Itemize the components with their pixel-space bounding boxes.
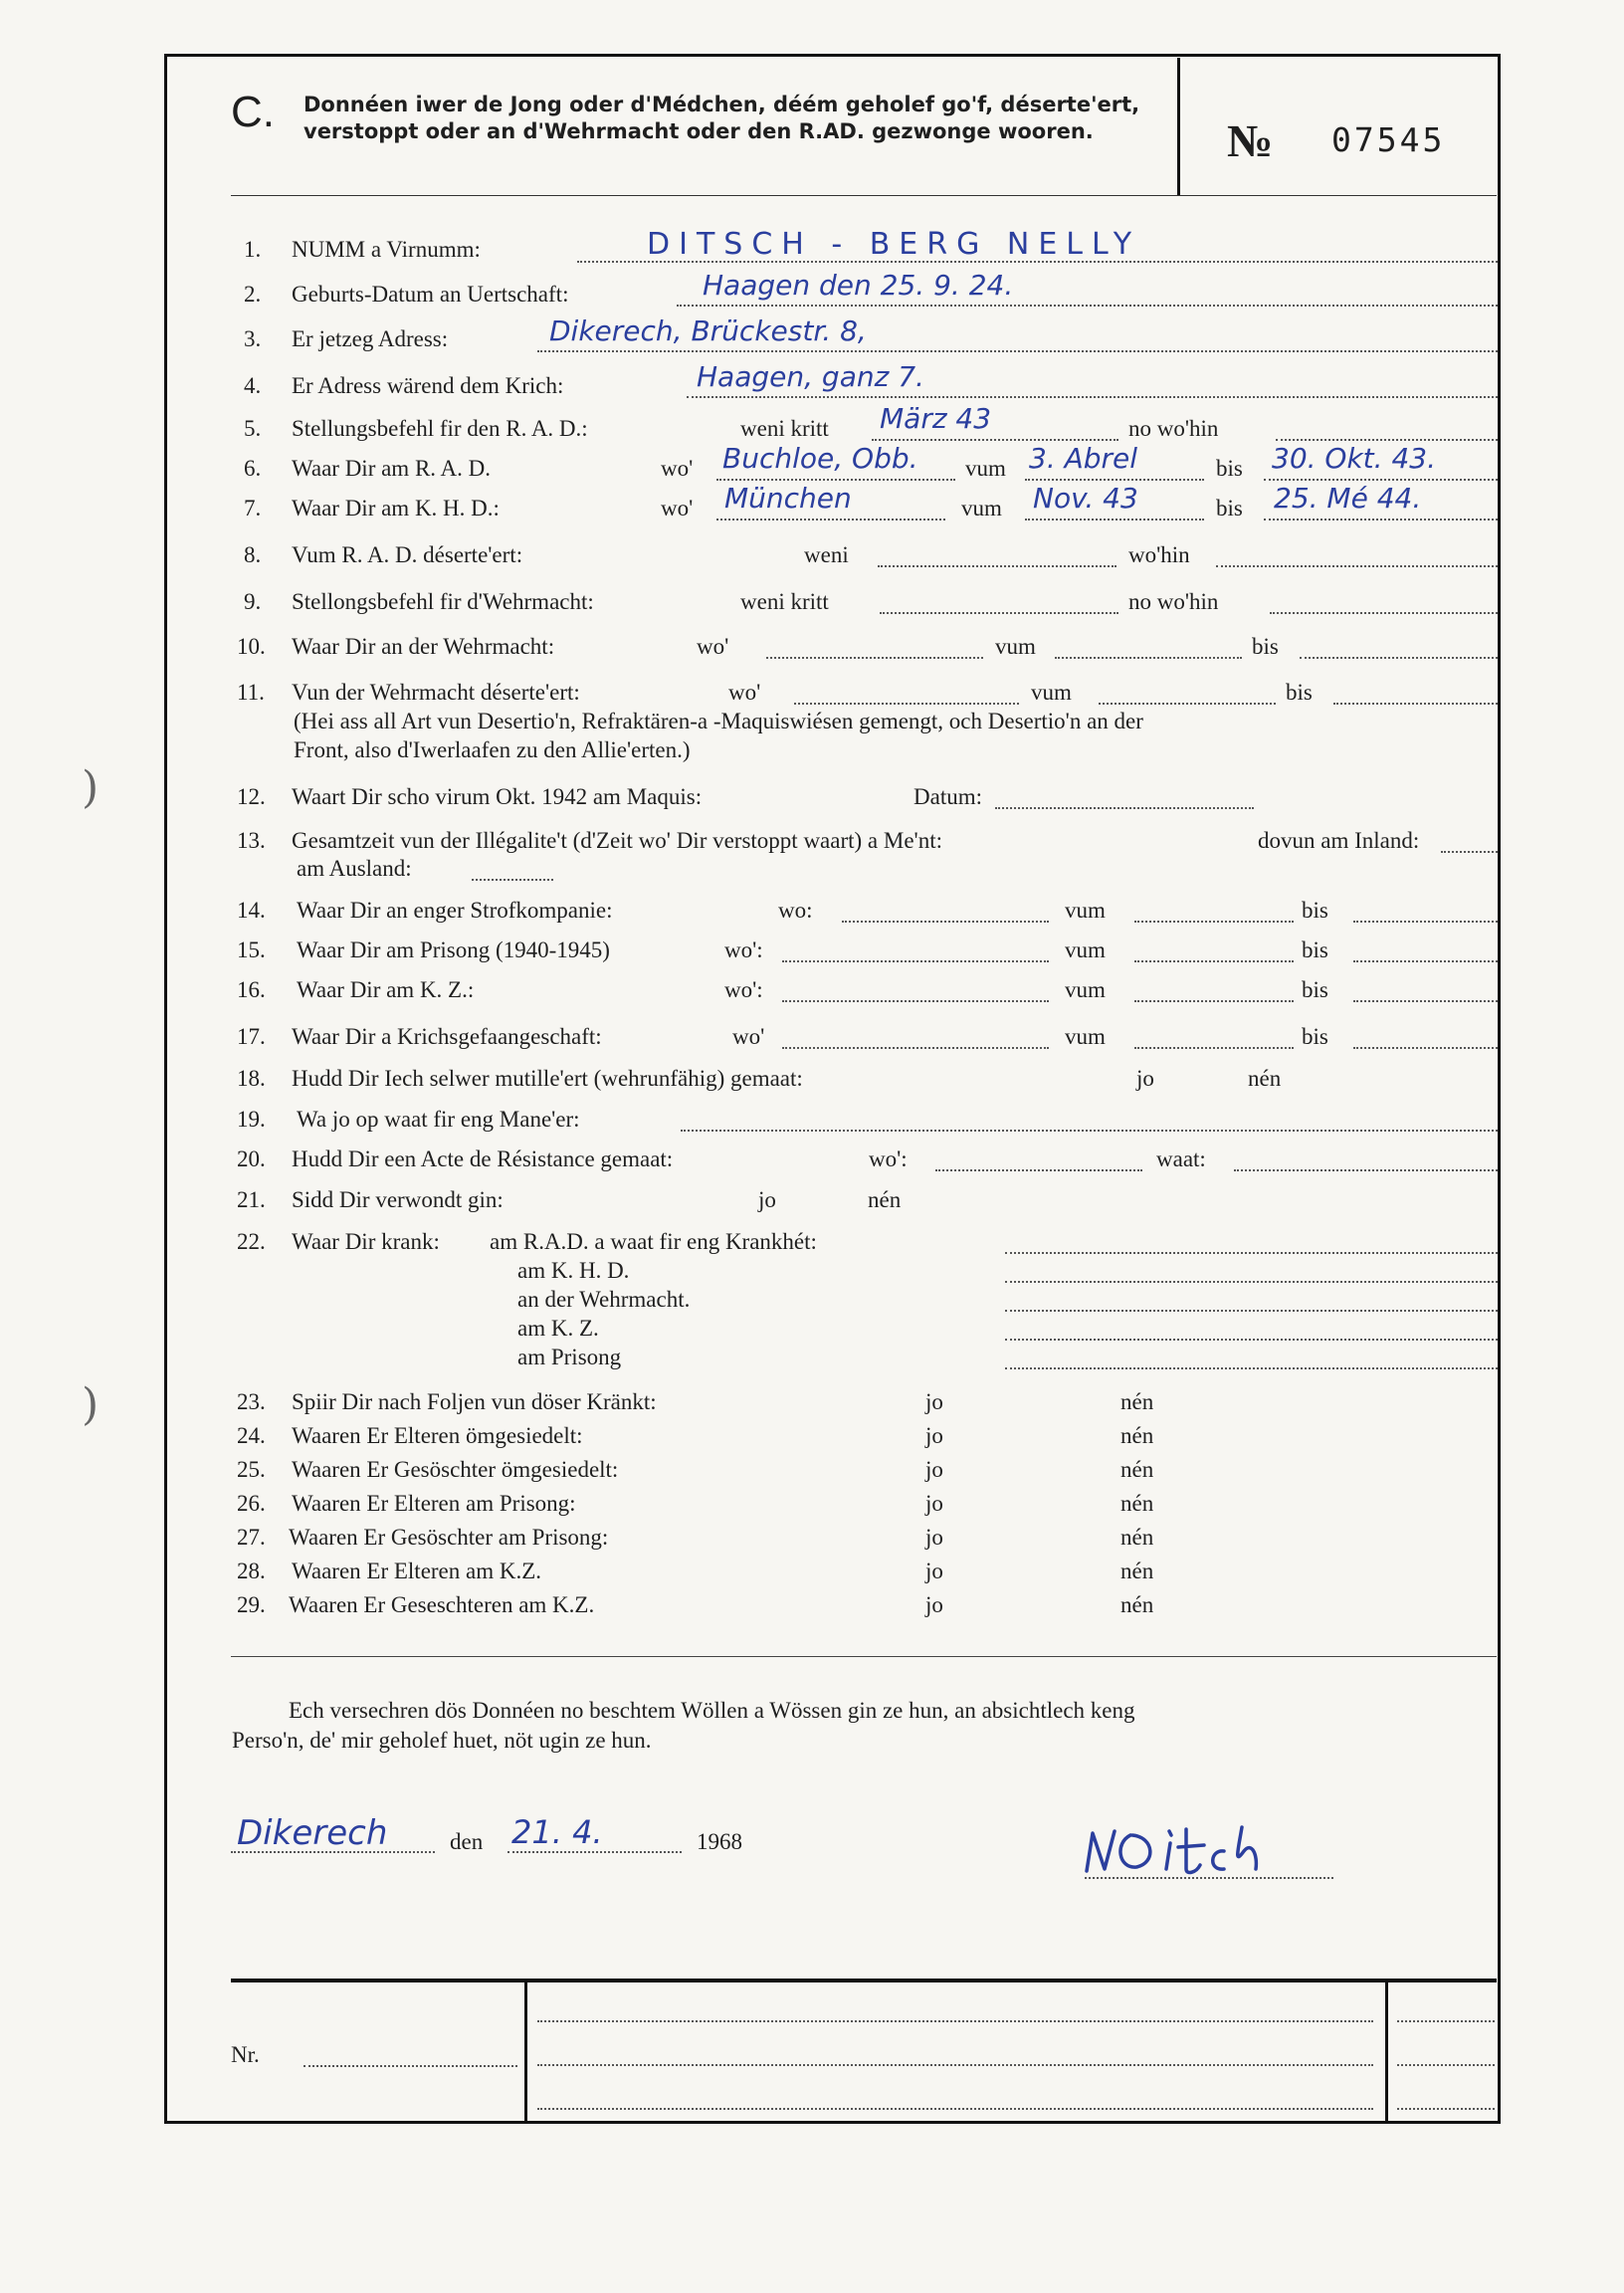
declaration-rule — [231, 1656, 1497, 1657]
row-9-col1-line — [880, 612, 1118, 614]
row-19-field-line — [681, 1130, 1498, 1132]
row-3-field-line — [537, 350, 1498, 352]
row-22-sub4-label: am K. Z. — [517, 1316, 599, 1341]
row-7-col1-label: wo' — [661, 496, 694, 521]
row-6-col1-value: Buchloe, Obb. — [722, 442, 918, 475]
row-11-col1-label: wo' — [728, 680, 761, 705]
row-25-number: 25. — [237, 1457, 266, 1482]
row-6-number: 6. — [244, 456, 262, 481]
row-16-number: 16. — [237, 977, 266, 1002]
row-23-nen: nén — [1120, 1389, 1154, 1414]
row-13-col1-label: dovun am Inland: — [1258, 828, 1420, 853]
row-14-col3-line — [1353, 921, 1498, 923]
row-26-label: Waaren Er Elteren am Prisong: — [292, 1491, 576, 1516]
signing-date: 21. 4. — [511, 1813, 603, 1851]
row-26-nen: nén — [1120, 1491, 1154, 1516]
row-17-number: 17. — [237, 1024, 266, 1049]
frame-bottom-rule — [164, 2121, 1501, 2124]
row-17-col3-line — [1353, 1047, 1498, 1049]
row-14-col3-label: bis — [1302, 898, 1328, 923]
row-8-col1-label: weni — [804, 542, 849, 567]
footer-line-4 — [1397, 2020, 1495, 2022]
row-6-col3-value: 30. Okt. 43. — [1272, 442, 1436, 475]
footer-line-6 — [1397, 2108, 1495, 2110]
footer-line-2 — [537, 2064, 1373, 2066]
row-15-number: 15. — [237, 938, 266, 962]
row-11-note-line-2: Front, also d'Iwerlaafen zu den Allie'erten.) — [294, 737, 691, 762]
row-7-col2-line — [1025, 519, 1204, 521]
row-7-col2-label: vum — [961, 496, 1002, 521]
row-20-col1-line — [935, 1169, 1142, 1171]
row-7-col1-value: München — [724, 482, 852, 515]
footer-line-1 — [537, 2020, 1373, 2022]
row-2-field-line — [677, 305, 1498, 307]
footer-line-5 — [1397, 2064, 1495, 2066]
row-7-col3-value: 25. Mé 44. — [1274, 482, 1422, 515]
row-11-label: Vun der Wehrmacht déserte'ert: — [292, 680, 580, 705]
row-12-col1-label: Datum: — [914, 784, 982, 809]
row-25-nen: nén — [1120, 1457, 1154, 1482]
row-29-label: Waaren Er Geseschteren am K.Z. — [289, 1592, 595, 1617]
row-11-col3-label: bis — [1286, 680, 1313, 705]
row-18-number: 18. — [237, 1066, 266, 1091]
row-25-jo: jo — [925, 1457, 943, 1482]
row-13-label: Gesamtzeit vun der Illégalite't (d'Zeit wo' Dir verstoppt waart) a Me'nt: — [292, 828, 942, 853]
row-11-note-line-1: (Hei ass all Art vun Desertio'n, Refraktären-a -Maquiswiésen gemengt, och Desertio'n an der — [294, 709, 1143, 733]
row-9-label: Stellongsbefehl fir d'Wehrmacht: — [292, 589, 594, 614]
row-10-col2-line — [1055, 657, 1242, 659]
row-15-col1-line — [782, 960, 1049, 962]
row-13-col2-line — [472, 879, 553, 881]
footer-divider-1 — [524, 1980, 527, 2122]
signature-line — [1085, 1877, 1333, 1879]
row-15-col2-line — [1134, 960, 1294, 962]
frame-left-rule — [164, 54, 167, 2124]
row-11-col2-line — [1099, 703, 1276, 705]
row-2-number: 2. — [244, 282, 262, 307]
row-16-col2-line — [1134, 1000, 1294, 1002]
row-11-col2-label: vum — [1031, 680, 1072, 705]
declaration-line-2: Perso'n, de' mir geholef huet, nöt ugin ze hun. — [232, 1728, 652, 1753]
row-11-col1-line — [794, 703, 1019, 705]
row-23-jo: jo — [925, 1389, 943, 1414]
row-14-col1-label: wo: — [778, 898, 813, 923]
row-10-col1-label: wo' — [697, 634, 729, 659]
number-symbol: № — [1227, 115, 1274, 166]
row-16-col1-label: wo': — [724, 977, 763, 1002]
row-3-value: Dikerech, Brückestr. 8, — [549, 314, 867, 347]
row-8-number: 8. — [244, 542, 262, 567]
row-28-label: Waaren Er Elteren am K.Z. — [292, 1559, 542, 1583]
row-2-value: Haagen den 25. 9. 24. — [703, 269, 1014, 302]
row-18-nen: nén — [1248, 1066, 1282, 1091]
row-7-col3-line — [1264, 519, 1498, 521]
row-20-col1-label: wo': — [869, 1146, 908, 1171]
row-6-col1-label: wo' — [661, 456, 694, 481]
row-5-col1-label: weni kritt — [740, 416, 829, 441]
row-17-col2-label: vum — [1065, 1024, 1106, 1049]
row-16-col1-line — [782, 1000, 1049, 1002]
row-27-jo: jo — [925, 1525, 943, 1550]
punch-hole-mark-upper: ) — [82, 762, 100, 813]
row-9-col1-label: weni kritt — [740, 589, 829, 614]
row-16-col2-label: vum — [1065, 977, 1106, 1002]
row-8-label: Vum R. A. D. déserte'ert: — [292, 542, 523, 567]
row-1-label: NUMM a Virnumm: — [292, 237, 481, 262]
row-6-col2-value: 3. Abrel — [1029, 442, 1138, 475]
row-12-col1-line — [995, 807, 1254, 809]
row-15-col2-label: vum — [1065, 938, 1106, 962]
footer-nr-label: Nr. — [231, 2042, 260, 2067]
row-4-value: Haagen, ganz 7. — [697, 360, 924, 393]
row-22-sub1-label: am R.A.D. a waat fir eng Krankhét: — [490, 1229, 817, 1254]
row-7-label: Waar Dir am K. H. D.: — [292, 496, 500, 521]
row-10-col1-line — [766, 657, 983, 659]
footer-divider-2 — [1385, 1980, 1388, 2122]
row-22-sub2-line — [1005, 1281, 1498, 1283]
row-7-number: 7. — [244, 496, 262, 521]
row-17-col3-label: bis — [1302, 1024, 1328, 1049]
row-24-number: 24. — [237, 1423, 266, 1448]
footer-line-3 — [537, 2108, 1373, 2110]
signing-year: 1968 — [697, 1829, 742, 1854]
row-8-col2-line — [1216, 565, 1498, 567]
row-15-col3-line — [1353, 960, 1498, 962]
row-5-label: Stellungsbefehl fir den R. A. D.: — [292, 416, 588, 441]
row-16-col3-line — [1353, 1000, 1498, 1002]
row-3-number: 3. — [244, 326, 262, 351]
row-11-col3-line — [1333, 703, 1498, 705]
date-line — [508, 1851, 682, 1853]
row-6-col2-line — [1025, 479, 1204, 481]
row-4-label: Er Adress wärend dem Krich: — [292, 373, 564, 398]
row-6-col3-line — [1264, 479, 1498, 481]
row-22-label: Waar Dir krank: — [292, 1229, 440, 1254]
row-16-label: Waar Dir am K. Z.: — [297, 977, 475, 1002]
row-23-label: Spiir Dir nach Foljen vun döser Kränkt: — [292, 1389, 657, 1414]
row-13-col2-label: am Ausland: — [297, 856, 412, 881]
row-10-col3-label: bis — [1252, 634, 1279, 659]
row-24-label: Waaren Er Elteren ömgesiedelt: — [292, 1423, 583, 1448]
row-22-sub3-label: an der Wehrmacht. — [517, 1287, 691, 1312]
section-heading: Donnéen iwer de Jong oder d'Médchen, déém geholef go'f, déserte'ert, verstoppt oder an d'Wehrmacht oder den R.AD. gezwonge wooren. — [304, 93, 1140, 143]
row-12-label: Waart Dir scho virum Okt. 1942 am Maquis: — [292, 784, 703, 809]
row-9-col2-label: no wo'hin — [1128, 589, 1219, 614]
row-27-nen: nén — [1120, 1525, 1154, 1550]
declaration-line-1: Ech versechren dös Donnéen no beschtem Wöllen a Wössen gin ze hun, an absichtlech keng — [289, 1698, 1135, 1723]
row-20-number: 20. — [237, 1146, 266, 1171]
row-14-col1-line — [842, 921, 1049, 923]
row-9-number: 9. — [244, 589, 262, 614]
form-number: 07545 — [1331, 120, 1446, 159]
row-6-col3-label: bis — [1216, 456, 1243, 481]
row-21-label: Sidd Dir verwondt gin: — [292, 1187, 504, 1212]
row-7-col1-line — [716, 519, 945, 521]
row-22-sub4-line — [1005, 1339, 1498, 1341]
row-15-col1-label: wo': — [724, 938, 763, 962]
row-11-number: 11. — [237, 680, 265, 705]
row-19-label: Wa jo op waat fir eng Mane'er: — [297, 1107, 580, 1132]
row-22-number: 22. — [237, 1229, 266, 1254]
row-28-jo: jo — [925, 1559, 943, 1583]
row-14-label: Waar Dir an enger Strofkompanie: — [297, 898, 613, 923]
row-27-label: Waaren Er Gesöschter am Prisong: — [289, 1525, 609, 1550]
row-24-nen: nén — [1120, 1423, 1154, 1448]
row-1-number: 1. — [244, 237, 262, 262]
row-17-col2-line — [1134, 1047, 1294, 1049]
footer-thick-rule — [231, 1979, 1497, 1982]
signature-image — [1075, 1821, 1323, 1891]
row-16-col3-label: bis — [1302, 977, 1328, 1002]
row-5-col1-line — [872, 439, 1118, 441]
row-17-label: Waar Dir a Krichsgefaangeschaft: — [292, 1024, 602, 1049]
row-14-number: 14. — [237, 898, 266, 923]
row-27-number: 27. — [237, 1525, 266, 1550]
row-12-number: 12. — [237, 784, 266, 809]
row-18-jo: jo — [1136, 1066, 1154, 1091]
footer-nr-line — [304, 2065, 517, 2067]
frame-right-rule — [1498, 54, 1501, 2124]
row-21-jo: jo — [758, 1187, 776, 1212]
row-8-col2-label: wo'hin — [1128, 542, 1190, 567]
row-6-col1-line — [716, 479, 955, 481]
punch-hole-mark-lower: ) — [82, 1379, 100, 1430]
row-29-nen: nén — [1120, 1592, 1154, 1617]
row-22-sub5-label: am Prisong — [517, 1345, 622, 1369]
row-10-col3-line — [1300, 657, 1498, 659]
row-5-number: 5. — [244, 416, 262, 441]
row-24-jo: jo — [925, 1423, 943, 1448]
signing-den: den — [450, 1829, 484, 1854]
section-letter: C. — [231, 88, 275, 136]
row-21-number: 21. — [237, 1187, 266, 1212]
row-26-jo: jo — [925, 1491, 943, 1516]
row-14-col2-label: vum — [1065, 898, 1106, 923]
frame-top-rule — [164, 54, 1501, 57]
row-10-label: Waar Dir an der Wehrmacht: — [292, 634, 555, 659]
row-23-number: 23. — [237, 1389, 266, 1414]
row-7-col2-value: Nov. 43 — [1033, 482, 1138, 515]
row-2-label: Geburts-Datum an Uertschaft: — [292, 282, 569, 307]
row-17-col1-line — [782, 1047, 1049, 1049]
row-14-col2-line — [1134, 921, 1294, 923]
row-7-col3-label: bis — [1216, 496, 1243, 521]
row-20-label: Hudd Dir een Acte de Résistance gemaat: — [292, 1146, 674, 1171]
row-28-number: 28. — [237, 1559, 266, 1583]
row-5-col2-label: no wo'hin — [1128, 416, 1219, 441]
row-4-number: 4. — [244, 373, 262, 398]
row-1-value: DITSCH - BERG NELLY — [647, 227, 1141, 262]
row-22-sub3-line — [1005, 1310, 1498, 1312]
header-divider — [1177, 58, 1180, 195]
signing-place: Dikerech — [237, 1813, 388, 1853]
row-25-label: Waaren Er Gesöschter ömgesiedelt: — [292, 1457, 619, 1482]
row-19-number: 19. — [237, 1107, 266, 1132]
row-5-col2-line — [1276, 439, 1498, 441]
row-5-col1-value: März 43 — [880, 402, 992, 435]
row-15-label: Waar Dir am Prisong (1940-1945) — [297, 938, 610, 962]
row-21-nen: nén — [868, 1187, 902, 1212]
row-10-number: 10. — [237, 634, 266, 659]
row-22-sub5-line — [1005, 1367, 1498, 1369]
row-15-col3-label: bis — [1302, 938, 1328, 962]
row-9-col2-line — [1270, 612, 1498, 614]
row-29-number: 29. — [237, 1592, 266, 1617]
row-28-nen: nén — [1120, 1559, 1154, 1583]
row-6-col2-label: vum — [965, 456, 1006, 481]
row-10-col2-label: vum — [995, 634, 1036, 659]
row-22-sub2-label: am K. H. D. — [517, 1258, 630, 1283]
row-13-number: 13. — [237, 828, 266, 853]
header-rule — [231, 195, 1497, 196]
row-26-number: 26. — [237, 1491, 266, 1516]
row-13-col1-line — [1441, 851, 1498, 853]
row-8-col1-line — [878, 565, 1116, 567]
row-4-field-line — [687, 396, 1498, 398]
row-20-col2-line — [1234, 1169, 1498, 1171]
row-6-label: Waar Dir am R. A. D. — [292, 456, 491, 481]
row-17-col1-label: wo' — [732, 1024, 765, 1049]
row-18-label: Hudd Dir Iech selwer mutille'ert (wehrunfähig) gemaat: — [292, 1066, 803, 1091]
row-22-sub1-line — [1005, 1252, 1498, 1254]
row-20-col2-label: waat: — [1156, 1146, 1206, 1171]
row-3-label: Er jetzeg Adress: — [292, 326, 449, 351]
row-29-jo: jo — [925, 1592, 943, 1617]
